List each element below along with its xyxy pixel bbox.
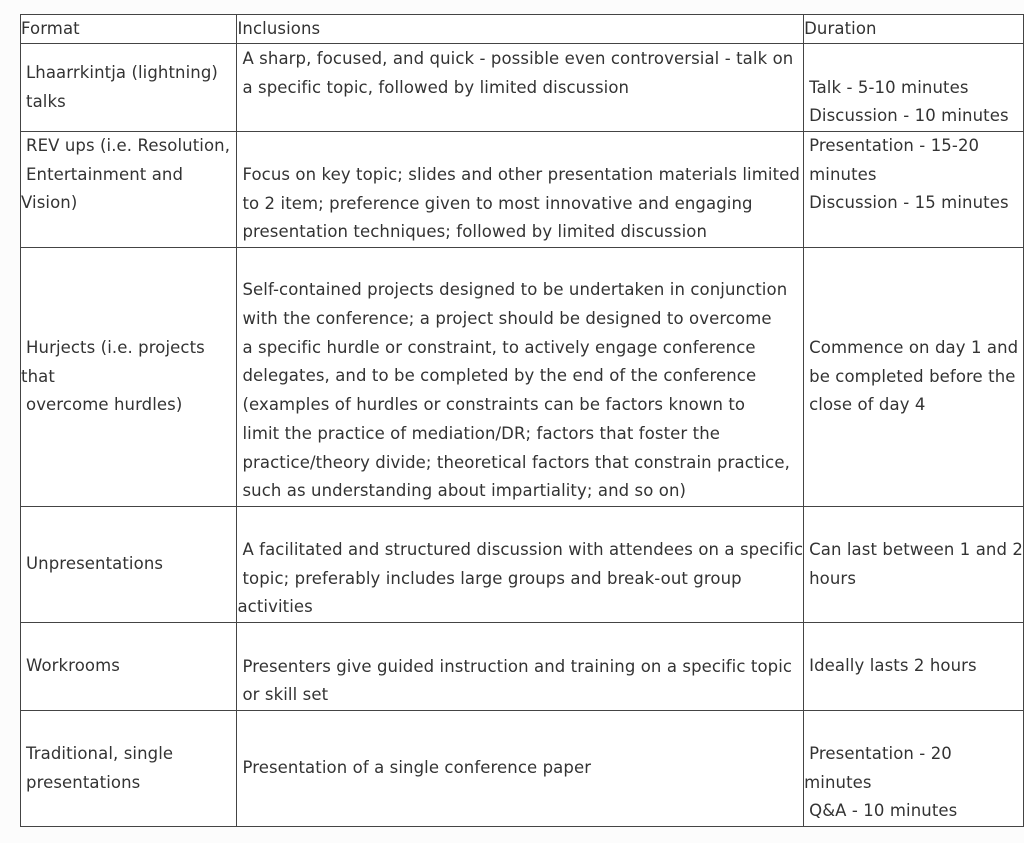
format-cell [21,711,237,827]
duration-line: Presentation - 20 [809,743,952,763]
table-header-row [21,15,1024,44]
inclusions-cell [237,711,804,827]
page [20,14,1024,827]
duration-cell [804,44,1024,132]
duration-line: Discussion - 15 minutes [809,193,1009,213]
duration-cell [804,507,1024,623]
duration-cell [804,623,1024,711]
inclusions-line: Presenters give guided instruction and training on a specific topic [242,656,793,676]
inclusions-line: A sharp, focused, and quick - possible even controversial - talk on [242,49,794,68]
format-line: talks [26,91,66,111]
inclusions-line: with the conference; a project should be designed to overcome [242,309,772,329]
format-line: Unpresentations [26,554,164,574]
duration-line: Can last between 1 and 2 [809,539,1023,559]
table-row [21,132,1024,248]
header-duration [804,15,1024,44]
table-row [21,507,1024,623]
header-duration-label: Duration [804,19,877,38]
inclusions-line: limit the practice of mediation/DR; factors that foster the [242,423,721,443]
duration-line: Discussion - 10 minutes [809,106,1009,126]
inclusions-line: such as understanding about impartiality; and so on) [242,481,687,501]
format-line: Traditional, single [26,743,174,763]
format-line: REV ups (i.e. Resolution, [26,136,231,155]
inclusions-line: activities [237,597,313,617]
inclusions-line: A facilitated and structured discussion with attendees on a specific [242,539,804,559]
format-cell [21,132,237,248]
inclusions-line: presentation techniques; followed by limited discussion [242,222,708,242]
format-line: overcome hurdles) [26,395,183,415]
inclusions-line: or skill set [242,685,329,705]
table-row [21,248,1024,507]
duration-line: minutes [809,164,877,184]
inclusions-line: Self-contained projects designed to be undertaken in conjunction [242,280,788,300]
format-line: Hurjects (i.e. projects [26,337,205,357]
header-inclusions-label: Inclusions [237,19,321,38]
inclusions-line: practice/theory divide; theoretical factors that constrain practice, [242,452,790,472]
duration-line: Presentation - 15-20 [809,136,980,155]
header-format [21,15,237,44]
duration-cell [804,711,1024,827]
format-line: Entertainment and [26,164,184,184]
table-row [21,711,1024,827]
formats-table [20,14,1024,827]
table-row [21,623,1024,711]
inclusions-line: topic; preferably includes large groups and break-out group [242,568,742,588]
format-line: Vision) [21,193,78,213]
format-line: Lhaarrkintja (lightning) [26,62,218,82]
duration-cell [804,248,1024,507]
format-cell [21,44,237,132]
duration-line: Ideally lasts 2 hours [809,656,977,676]
table-row [21,44,1024,132]
inclusions-line: a specific hurdle or constraint, to actively engage conference [242,337,756,357]
inclusions-line: Presentation of a single conference paper [242,758,592,778]
format-cell [21,623,237,711]
inclusions-line: a specific topic, followed by limited discussion [242,77,630,97]
format-cell [21,248,237,507]
inclusions-cell [237,623,804,711]
duration-line: hours [809,568,857,588]
inclusions-cell [237,507,804,623]
duration-line: Q&A - 10 minutes [809,801,958,821]
inclusions-cell [237,248,804,507]
header-format-label: Format [21,19,80,38]
format-cell [21,507,237,623]
header-inclusions [237,15,804,44]
duration-line: minutes [804,772,872,792]
inclusions-line: delegates, and to be completed by the end of the conference [242,366,757,386]
duration-line: Commence on day 1 and [809,337,1019,357]
inclusions-cell [237,44,804,132]
inclusions-line: (examples of hurdles or constraints can be factors known to [242,395,746,415]
duration-cell [804,132,1024,248]
format-line: presentations [26,772,141,792]
duration-line: be completed before the [809,366,1016,386]
format-line: Workrooms [26,656,120,676]
inclusions-line: Focus on key topic; slides and other presentation materials limited [242,164,800,184]
inclusions-cell [237,132,804,248]
duration-line: close of day 4 [809,395,926,415]
inclusions-line: to 2 item; preference given to most innovative and engaging [242,193,753,213]
duration-line: Talk - 5-10 minutes [809,77,969,97]
format-line: that [21,366,55,386]
